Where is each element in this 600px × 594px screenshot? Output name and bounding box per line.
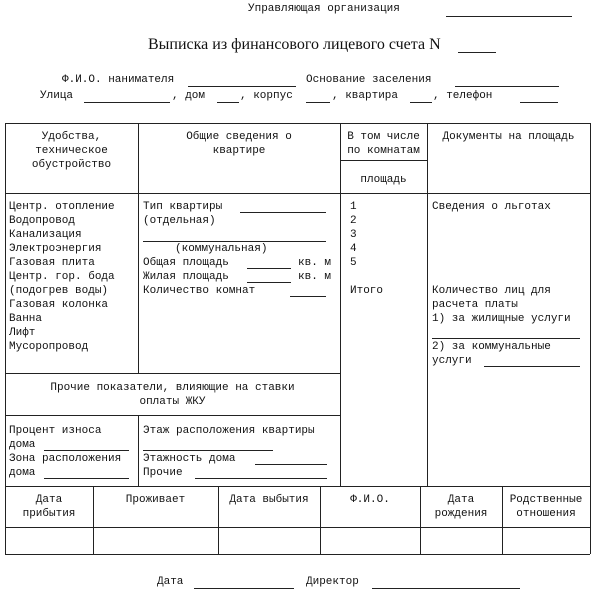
list-item: Центр. гор. бода bbox=[9, 271, 115, 283]
street-label: Улица bbox=[40, 90, 74, 102]
phone-label: , телефон bbox=[433, 90, 493, 102]
list-item: Водопровод bbox=[9, 215, 76, 227]
other-indicators-title: Прочие показатели, влияющие на ставки оплаты ЖКУ bbox=[50, 382, 295, 408]
birth-date-header: Дата рождения bbox=[434, 494, 488, 520]
communal-services-label: 2) за коммунальные услуги bbox=[432, 341, 551, 367]
page-title bbox=[148, 36, 441, 54]
apt-communal-label: (коммунальная) bbox=[175, 243, 268, 255]
other-field[interactable] bbox=[195, 478, 327, 479]
col-general-header: Общие сведения о квартире bbox=[186, 131, 292, 157]
house-field[interactable] bbox=[217, 102, 239, 103]
rooms-count-field[interactable] bbox=[290, 296, 326, 297]
storeys-label: Этажность дома bbox=[143, 453, 236, 465]
list-item: Газовая плита bbox=[9, 257, 95, 269]
list-item: Мусоропровод bbox=[9, 341, 89, 353]
living-area-label: Жилая площадь bbox=[143, 271, 229, 283]
room-numbers bbox=[350, 200, 357, 270]
residing-header: Проживает bbox=[125, 494, 186, 506]
basis-field[interactable] bbox=[455, 86, 559, 87]
list-item: Электроэнергия bbox=[9, 243, 102, 255]
list-item: Лифт bbox=[9, 327, 36, 339]
account-number-field[interactable] bbox=[458, 52, 496, 53]
benefits-label: Сведения о льготах bbox=[432, 201, 551, 213]
living-area-field[interactable] bbox=[247, 282, 291, 283]
street-field[interactable] bbox=[84, 102, 170, 103]
list-item: (подогрев воды) bbox=[9, 285, 109, 297]
list-item: 1 bbox=[350, 201, 357, 213]
total-area-unit: кв. м bbox=[298, 257, 332, 269]
col-rooms-header: В том числе по комнатам bbox=[347, 131, 420, 157]
list-item: 5 bbox=[350, 257, 357, 269]
list-item: Канализация bbox=[9, 229, 82, 241]
zone-field[interactable] bbox=[44, 478, 129, 479]
building-field[interactable] bbox=[306, 102, 330, 103]
org-label: Управляющая организация bbox=[248, 3, 400, 15]
rooms-total-label: Итого bbox=[350, 285, 384, 297]
relation-header: Родственные отношения bbox=[509, 494, 583, 520]
list-item: Газовая колонка bbox=[9, 299, 109, 311]
list-item: 2 bbox=[350, 215, 357, 227]
other-label: Прочие bbox=[143, 467, 183, 479]
total-area-field[interactable] bbox=[247, 268, 291, 269]
apt-type-label: Тип квартиры bbox=[143, 201, 223, 213]
apt-type-field[interactable] bbox=[240, 212, 326, 213]
col-rooms-area-header: площадь bbox=[360, 174, 407, 186]
list-item: Ванна bbox=[9, 313, 43, 325]
housing-services-field[interactable] bbox=[432, 338, 580, 339]
house-label: , дом bbox=[172, 90, 206, 102]
date-field[interactable] bbox=[194, 588, 294, 589]
tenant-field[interactable] bbox=[188, 86, 296, 87]
storeys-field[interactable] bbox=[255, 464, 327, 465]
amenities-list bbox=[9, 200, 115, 354]
apt-label: , квартира bbox=[332, 90, 399, 102]
phone-field[interactable] bbox=[520, 102, 558, 103]
arrival-date-header: Дата прибытия bbox=[22, 494, 76, 520]
living-area-unit: кв. м bbox=[298, 271, 332, 283]
col-amenities-header: Удобства, техническое обустройство bbox=[31, 131, 112, 171]
org-field[interactable] bbox=[446, 16, 572, 17]
floor-label: Этаж расположения квартиры bbox=[143, 425, 315, 437]
list-item: 3 bbox=[350, 229, 357, 241]
basis-label: Основание заселения bbox=[306, 74, 432, 86]
date-label: Дата bbox=[157, 576, 184, 588]
apt-field[interactable] bbox=[410, 102, 432, 103]
total-area-label: Общая площадь bbox=[143, 257, 229, 269]
persons-label: Количество лиц для расчета платы 1) за жилищные услуги bbox=[432, 285, 571, 325]
col-documents-header: Документы на площадь bbox=[442, 131, 575, 143]
communal-services-field[interactable] bbox=[484, 366, 580, 367]
title-text: Выписка из финансового лицевого счета N bbox=[148, 36, 441, 53]
list-item: Центр. отопление bbox=[9, 201, 115, 213]
building-label: , корпус bbox=[240, 90, 293, 102]
full-name-header: Ф.И.О. bbox=[350, 494, 390, 506]
departure-date-header: Дата выбытия bbox=[229, 494, 309, 506]
wear-label: Процент износа дома Зона расположения дома bbox=[9, 425, 122, 479]
list-item: 4 bbox=[350, 243, 357, 255]
wear-field[interactable] bbox=[44, 450, 129, 451]
tenant-label: Ф.И.О. нанимателя bbox=[62, 74, 175, 86]
rooms-count-label: Количество комнат bbox=[143, 285, 256, 297]
apt-separate-label: (отдельная) bbox=[143, 215, 216, 227]
director-label: Директор bbox=[306, 576, 359, 588]
floor-field[interactable] bbox=[143, 450, 273, 451]
director-field[interactable] bbox=[372, 588, 520, 589]
